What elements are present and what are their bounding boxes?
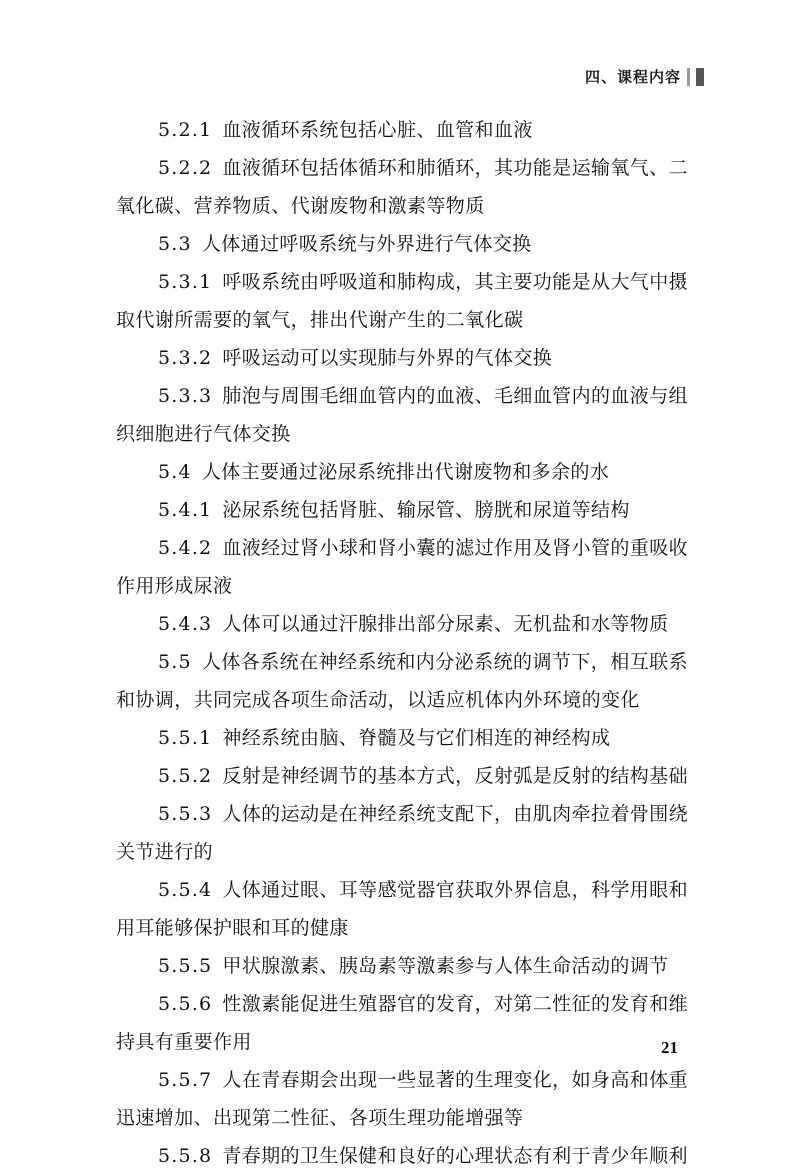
paragraph bbox=[116, 795, 688, 871]
item-text: 人体可以通过汗腺排出部分尿素、无机盐和水等物质 bbox=[222, 613, 669, 635]
item-text: 人在青春期会出现一些显著的生理变化，如身高和体重迅速增加、出现第二性征、各项生理功能增强等 bbox=[116, 1069, 688, 1129]
page-body bbox=[116, 111, 688, 1175]
item-text: 血液经过肾小球和肾小囊的滤过作用及肾小管的重吸收作用形成尿液 bbox=[116, 537, 688, 597]
paragraph bbox=[116, 377, 688, 453]
item-text: 神经系统由脑、脊髓及与它们相连的神经构成 bbox=[222, 727, 611, 749]
page-number: 21 bbox=[661, 1038, 678, 1057]
item-number: 5.4.2 bbox=[158, 537, 213, 559]
item-text: 人体主要通过泌尿系统排出代谢废物和多余的水 bbox=[201, 461, 610, 483]
item-text: 人体通过眼、耳等感觉器官获取外界信息，科学用眼和用耳能够保护眼和耳的健康 bbox=[116, 879, 688, 939]
item-number: 5.3.2 bbox=[158, 347, 213, 369]
paragraph bbox=[116, 871, 688, 947]
item-text: 呼吸系统由呼吸道和肺构成，其主要功能是从大气中摄取代谢所需要的氧气，排出代谢产生的二氧化碳 bbox=[116, 271, 688, 331]
paragraph bbox=[116, 263, 688, 339]
item-text: 反射是神经调节的基本方式，反射弧是反射的结构基础 bbox=[222, 765, 688, 787]
item-text: 血液循环系统包括心脏、血管和血液 bbox=[222, 119, 533, 141]
paragraph bbox=[116, 947, 688, 985]
item-number: 5.5.1 bbox=[158, 727, 213, 749]
item-number: 5.3.3 bbox=[158, 385, 213, 407]
item-text: 青春期的卫生保健和良好的心理状态有利于青少年顺利 bbox=[222, 1145, 688, 1167]
item-number: 5.2.1 bbox=[158, 119, 213, 141]
item-number: 5.5 bbox=[158, 651, 192, 673]
running-header bbox=[585, 66, 704, 87]
item-number: 5.5.8 bbox=[158, 1145, 213, 1167]
paragraph bbox=[116, 757, 688, 795]
paragraph bbox=[116, 605, 688, 643]
item-text: 人体的运动是在神经系统支配下，由肌肉牵拉着骨围绕关节进行的 bbox=[116, 803, 688, 863]
paragraph bbox=[116, 719, 688, 757]
item-number: 5.4.3 bbox=[158, 613, 213, 635]
paragraph bbox=[116, 985, 688, 1061]
item-text: 呼吸运动可以实现肺与外界的气体交换 bbox=[222, 347, 553, 369]
paragraph bbox=[116, 149, 688, 225]
item-number: 5.4.1 bbox=[158, 499, 213, 521]
paragraph bbox=[116, 111, 688, 149]
item-number: 5.5.7 bbox=[158, 1069, 213, 1091]
item-number: 5.5.6 bbox=[158, 993, 213, 1015]
paragraph bbox=[116, 643, 688, 719]
item-number: 5.5.5 bbox=[158, 955, 213, 977]
item-number: 5.4 bbox=[158, 461, 192, 483]
paragraph bbox=[116, 491, 688, 529]
item-text: 肺泡与周围毛细血管内的血液、毛细血管内的血液与组织细胞进行气体交换 bbox=[116, 385, 688, 445]
item-number: 5.5.3 bbox=[158, 803, 213, 825]
header-bar-decoration bbox=[696, 68, 704, 86]
paragraph bbox=[116, 529, 688, 605]
item-number: 5.3.1 bbox=[158, 271, 213, 293]
header-bar-decoration bbox=[687, 68, 690, 86]
item-text: 人体各系统在神经系统和内分泌系统的调节下，相互联系和协调，共同完成各项生命活动，以适应机体内外环境的变化 bbox=[116, 651, 688, 711]
item-number: 5.5.4 bbox=[158, 879, 213, 901]
item-number: 5.3 bbox=[158, 233, 192, 255]
item-text: 性激素能促进生殖器官的发育，对第二性征的发育和维持具有重要作用 bbox=[116, 993, 688, 1053]
item-text: 甲状腺激素、胰岛素等激素参与人体生命活动的调节 bbox=[222, 955, 669, 977]
paragraph bbox=[116, 225, 688, 263]
paragraph bbox=[116, 339, 688, 377]
paragraph bbox=[116, 1137, 688, 1175]
item-text: 人体通过呼吸系统与外界进行气体交换 bbox=[201, 233, 532, 255]
item-text: 血液循环包括体循环和肺循环，其功能是运输氧气、二氧化碳、营养物质、代谢废物和激素等物质 bbox=[116, 157, 688, 217]
item-text: 泌尿系统包括肾脏、输尿管、膀胱和尿道等结构 bbox=[222, 499, 630, 521]
section-title: 四、课程内容 bbox=[584, 68, 681, 86]
item-number: 5.2.2 bbox=[158, 157, 213, 179]
paragraph bbox=[116, 1061, 688, 1137]
item-number: 5.5.2 bbox=[158, 765, 213, 787]
paragraph bbox=[116, 453, 688, 491]
